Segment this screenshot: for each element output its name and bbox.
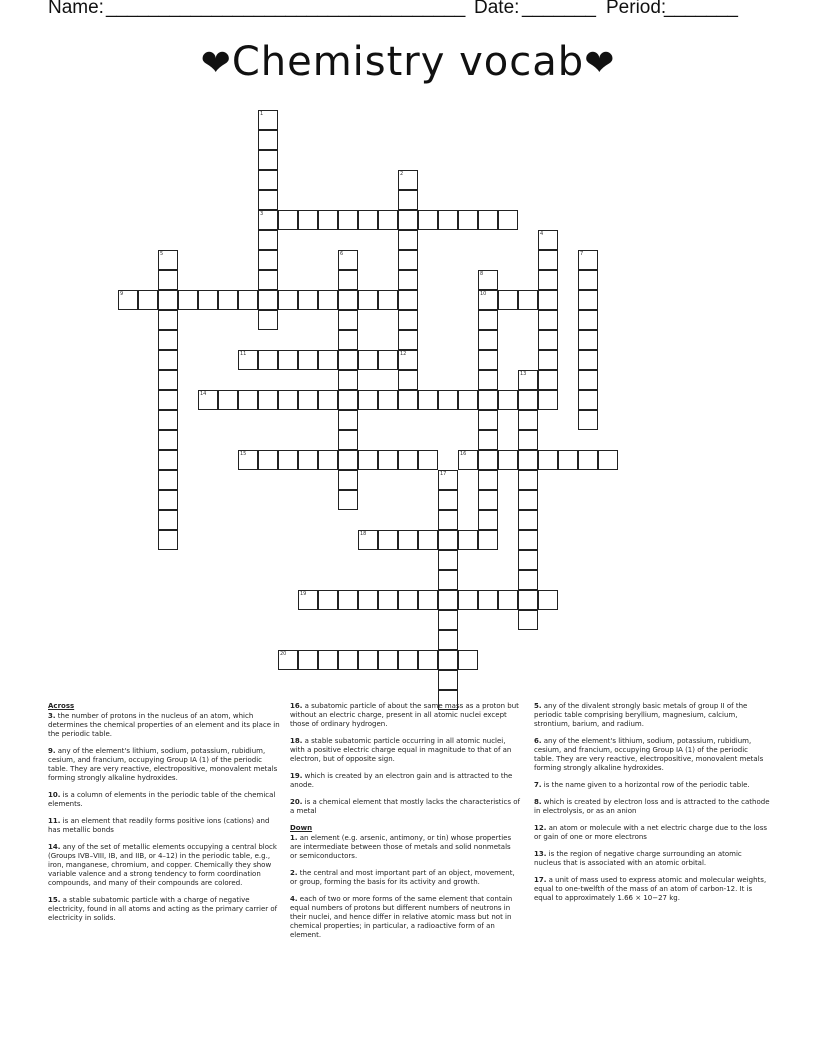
crossword-cell[interactable] bbox=[518, 390, 538, 410]
clue-item bbox=[48, 896, 284, 923]
crossword-cell[interactable] bbox=[258, 250, 278, 270]
crossword-cell[interactable] bbox=[578, 330, 598, 350]
clue-item bbox=[290, 737, 520, 764]
crossword-cell[interactable] bbox=[438, 590, 458, 610]
clue-item bbox=[48, 817, 284, 835]
cell-number: 12 bbox=[400, 351, 407, 357]
crossword-cell[interactable] bbox=[318, 350, 338, 370]
clue-item bbox=[534, 702, 770, 729]
clue-item bbox=[534, 876, 770, 903]
cell-number: 3 bbox=[260, 211, 264, 217]
crossword-cell[interactable] bbox=[538, 370, 558, 390]
clue-number: 6. bbox=[534, 737, 542, 745]
crossword-cell[interactable] bbox=[258, 450, 278, 470]
clue-item bbox=[534, 798, 770, 816]
crossword-cell[interactable] bbox=[238, 290, 258, 310]
crossword-cell[interactable] bbox=[478, 310, 498, 330]
crossword-cell[interactable] bbox=[358, 650, 378, 670]
crossword-cell[interactable] bbox=[498, 450, 518, 470]
crossword-cell[interactable] bbox=[258, 150, 278, 170]
crossword-cell[interactable] bbox=[398, 210, 418, 230]
crossword-cell[interactable] bbox=[298, 350, 318, 370]
crossword-cell[interactable] bbox=[438, 650, 458, 670]
clue-item bbox=[534, 824, 770, 842]
clue-item bbox=[534, 781, 770, 790]
crossword-cell[interactable] bbox=[158, 250, 178, 270]
crossword-cell[interactable] bbox=[418, 210, 438, 230]
clue-text: is a chemical element that mostly lacks the characteristics of a metal bbox=[290, 798, 520, 815]
crossword-cell[interactable] bbox=[338, 390, 358, 410]
clue-text: is a column of elements in the periodic table of the chemical elements. bbox=[48, 791, 276, 808]
crossword-cell[interactable] bbox=[338, 650, 358, 670]
crossword-cell[interactable] bbox=[438, 550, 458, 570]
clue-number: 16. bbox=[290, 702, 303, 710]
clue-number: 14. bbox=[48, 843, 61, 851]
crossword-cell[interactable] bbox=[318, 290, 338, 310]
crossword-cell[interactable] bbox=[318, 650, 338, 670]
crossword-cell[interactable] bbox=[538, 590, 558, 610]
clue-number: 7. bbox=[534, 781, 542, 789]
crossword-cell[interactable] bbox=[258, 210, 278, 230]
crossword-cell[interactable] bbox=[158, 350, 178, 370]
crossword-cell[interactable] bbox=[438, 530, 458, 550]
crossword-cell[interactable] bbox=[158, 370, 178, 390]
crossword-cell[interactable] bbox=[298, 290, 318, 310]
crossword-cell[interactable] bbox=[478, 350, 498, 370]
crossword-cell[interactable] bbox=[338, 290, 358, 310]
crossword-cell[interactable] bbox=[338, 210, 358, 230]
crossword-cell[interactable] bbox=[158, 530, 178, 550]
crossword-cell[interactable] bbox=[258, 390, 278, 410]
crossword-cell[interactable] bbox=[518, 450, 538, 470]
clue-number: 5. bbox=[534, 702, 542, 710]
crossword-cell[interactable] bbox=[538, 290, 558, 310]
crossword-cell[interactable] bbox=[378, 650, 398, 670]
crossword-cell[interactable] bbox=[298, 390, 318, 410]
crossword-cell[interactable] bbox=[398, 290, 418, 310]
crossword-cell[interactable] bbox=[158, 290, 178, 310]
crossword-cell[interactable] bbox=[338, 250, 358, 270]
crossword-cell[interactable] bbox=[598, 450, 618, 470]
clue-item bbox=[290, 895, 520, 940]
clue-item bbox=[48, 843, 284, 888]
crossword-cell[interactable] bbox=[278, 450, 298, 470]
crossword-cell[interactable] bbox=[458, 650, 478, 670]
crossword-cell[interactable] bbox=[538, 270, 558, 290]
crossword-cell[interactable] bbox=[438, 470, 458, 490]
crossword-cell[interactable] bbox=[578, 250, 598, 270]
crossword-cell[interactable] bbox=[278, 350, 298, 370]
crossword-cell[interactable] bbox=[498, 290, 518, 310]
cell-number: 15 bbox=[240, 451, 247, 457]
crossword-cell[interactable] bbox=[258, 190, 278, 210]
crossword-cell[interactable] bbox=[378, 210, 398, 230]
clue-number: 3. bbox=[48, 712, 56, 720]
crossword-cell[interactable] bbox=[338, 330, 358, 350]
crossword-cell[interactable] bbox=[458, 530, 478, 550]
crossword-cell[interactable] bbox=[538, 250, 558, 270]
crossword-cell[interactable] bbox=[518, 510, 538, 530]
clue-item bbox=[48, 791, 284, 809]
crossword-cell[interactable] bbox=[538, 390, 558, 410]
crossword-cell[interactable] bbox=[398, 390, 418, 410]
crossword-cell[interactable] bbox=[478, 390, 498, 410]
cell-number: 6 bbox=[340, 251, 344, 257]
clue-number: 4. bbox=[290, 895, 298, 903]
clue-text: an element (e.g. arsenic, antimony, or tin) whose properties are intermediate between those of metals and solid nonmetals or semiconductors. bbox=[290, 834, 512, 860]
crossword-cell[interactable] bbox=[478, 330, 498, 350]
clue-item bbox=[290, 702, 520, 729]
crossword-cell[interactable] bbox=[158, 410, 178, 430]
crossword-cell[interactable] bbox=[578, 270, 598, 290]
crossword-cell[interactable] bbox=[158, 270, 178, 290]
crossword-cell[interactable] bbox=[458, 210, 478, 230]
crossword-cell[interactable] bbox=[398, 230, 418, 250]
crossword-cell[interactable] bbox=[558, 450, 578, 470]
clue-number: 12. bbox=[534, 824, 547, 832]
crossword-cell[interactable] bbox=[338, 350, 358, 370]
clue-number: 15. bbox=[48, 896, 61, 904]
crossword-cell[interactable] bbox=[318, 390, 338, 410]
crossword-cell[interactable] bbox=[278, 290, 298, 310]
clue-item bbox=[290, 772, 520, 790]
crossword-cell[interactable] bbox=[158, 330, 178, 350]
crossword-cell[interactable] bbox=[258, 110, 278, 130]
crossword-cell[interactable] bbox=[538, 330, 558, 350]
crossword-cell[interactable] bbox=[418, 650, 438, 670]
period-blank[interactable]: _______ bbox=[664, 0, 738, 18]
crossword-cell[interactable] bbox=[438, 570, 458, 590]
crossword-cell[interactable] bbox=[498, 390, 518, 410]
crossword-cell[interactable] bbox=[358, 390, 378, 410]
cell-number: 1 bbox=[260, 111, 264, 117]
crossword-cell[interactable] bbox=[538, 310, 558, 330]
clue-text: a subatomic particle of about the same mass as a proton but without an electric charge, present in all atomic nuclei except those of ordinary hydrogen. bbox=[290, 702, 519, 728]
clue-number: 1. bbox=[290, 834, 298, 842]
crossword-cell[interactable] bbox=[578, 310, 598, 330]
crossword-cell[interactable] bbox=[498, 590, 518, 610]
down-heading: Down bbox=[290, 824, 313, 832]
clue-text: any of the element's lithium, sodium, potassium, rubidium, cesium, and francium, occupying Group IA (1) of the periodic table. They are very reactive, electropositive, monovalent metals forming strongly alkaline hydroxides. bbox=[534, 737, 764, 772]
crossword-cell[interactable] bbox=[378, 450, 398, 470]
cell-number: 14 bbox=[200, 391, 207, 397]
date-blank[interactable]: _______ bbox=[522, 0, 596, 18]
crossword-cell[interactable] bbox=[218, 290, 238, 310]
crossword-cell[interactable] bbox=[478, 410, 498, 430]
clues-column-1 bbox=[48, 702, 284, 931]
crossword-cell[interactable] bbox=[518, 370, 538, 390]
crossword-cell[interactable] bbox=[338, 450, 358, 470]
crossword-cell[interactable] bbox=[258, 230, 278, 250]
heart-icon: ❤ bbox=[200, 43, 232, 84]
cell-number: 4 bbox=[540, 231, 544, 237]
clue-number: 17. bbox=[534, 876, 547, 884]
crossword-cell[interactable] bbox=[338, 370, 358, 390]
cell-number: 11 bbox=[240, 351, 247, 357]
crossword-cell[interactable] bbox=[198, 390, 218, 410]
crossword-cell[interactable] bbox=[358, 290, 378, 310]
crossword-cell[interactable] bbox=[358, 530, 378, 550]
crossword-cell[interactable] bbox=[398, 190, 418, 210]
crossword-cell[interactable] bbox=[338, 470, 358, 490]
crossword-cell[interactable] bbox=[398, 370, 418, 390]
crossword-cell[interactable] bbox=[258, 310, 278, 330]
crossword-cell[interactable] bbox=[218, 390, 238, 410]
crossword-cell[interactable] bbox=[198, 290, 218, 310]
crossword-cell[interactable] bbox=[138, 290, 158, 310]
crossword-cell[interactable] bbox=[318, 450, 338, 470]
crossword-cell[interactable] bbox=[478, 450, 498, 470]
crossword-cell[interactable] bbox=[298, 650, 318, 670]
crossword-cell[interactable] bbox=[478, 490, 498, 510]
crossword-cell[interactable] bbox=[338, 270, 358, 290]
clue-number: 20. bbox=[290, 798, 303, 806]
crossword-cell[interactable] bbox=[578, 410, 598, 430]
crossword-cell[interactable] bbox=[238, 390, 258, 410]
crossword-cell[interactable] bbox=[478, 510, 498, 530]
clue-item bbox=[534, 737, 770, 773]
clue-item bbox=[48, 747, 284, 783]
cell-number: 16 bbox=[460, 451, 467, 457]
clue-text: the number of protons in the nucleus of an atom, which determines the chemical properties of an element and its place in the periodic table. bbox=[48, 712, 280, 738]
crossword-cell[interactable] bbox=[158, 470, 178, 490]
crossword-cell[interactable] bbox=[398, 250, 418, 270]
crossword-cell[interactable] bbox=[518, 610, 538, 630]
crossword-cell[interactable] bbox=[478, 430, 498, 450]
crossword-cell[interactable] bbox=[358, 450, 378, 470]
crossword-cell[interactable] bbox=[538, 230, 558, 250]
crossword-cell[interactable] bbox=[278, 650, 298, 670]
crossword-cell[interactable] bbox=[478, 370, 498, 390]
crossword-cell[interactable] bbox=[398, 450, 418, 470]
crossword-cell[interactable] bbox=[438, 670, 458, 690]
clue-text: which is created by electron loss and is attracted to the cathode in electrolysis, or as an anion bbox=[534, 798, 770, 815]
name-blank[interactable]: __________________________________ bbox=[106, 0, 466, 18]
crossword-cell[interactable] bbox=[178, 290, 198, 310]
crossword-cell[interactable] bbox=[578, 390, 598, 410]
crossword-cell[interactable] bbox=[418, 590, 438, 610]
cell-number: 19 bbox=[300, 591, 307, 597]
clue-item bbox=[290, 798, 520, 816]
crossword-cell[interactable] bbox=[518, 290, 538, 310]
crossword-cell[interactable] bbox=[158, 390, 178, 410]
crossword-cell[interactable] bbox=[518, 430, 538, 450]
crossword-cell[interactable] bbox=[518, 530, 538, 550]
cell-number: 20 bbox=[280, 651, 287, 657]
crossword-cell[interactable] bbox=[498, 210, 518, 230]
clue-text: a stable subatomic particle with a charge of negative electricity, found in all atoms and acting as the primary carrier of electricity in solids. bbox=[48, 896, 278, 922]
crossword-cell[interactable] bbox=[298, 590, 318, 610]
crossword-cell[interactable] bbox=[398, 270, 418, 290]
crossword-cell[interactable] bbox=[398, 310, 418, 330]
crossword-cell[interactable] bbox=[398, 330, 418, 350]
crossword-cell[interactable] bbox=[278, 390, 298, 410]
crossword-cell[interactable] bbox=[338, 410, 358, 430]
crossword-cell[interactable] bbox=[538, 450, 558, 470]
crossword-cell[interactable] bbox=[438, 390, 458, 410]
title-text: Chemistry vocab bbox=[231, 39, 585, 85]
clue-number: 19. bbox=[290, 772, 303, 780]
cell-number: 8 bbox=[480, 271, 484, 277]
cell-number: 9 bbox=[120, 291, 124, 297]
crossword-cell[interactable] bbox=[318, 590, 338, 610]
clue-number: 13. bbox=[534, 850, 547, 858]
clue-number: 11. bbox=[48, 817, 61, 825]
clue-text: the central and most important part of an object, movement, or group, forming the basis for its activity and growth. bbox=[290, 869, 515, 886]
crossword-cell[interactable] bbox=[398, 590, 418, 610]
crossword-cell[interactable] bbox=[378, 530, 398, 550]
crossword-cell[interactable] bbox=[458, 450, 478, 470]
cell-number: 7 bbox=[580, 251, 584, 257]
crossword-cell[interactable] bbox=[458, 390, 478, 410]
crossword-cell[interactable] bbox=[238, 450, 258, 470]
cell-number: 13 bbox=[520, 371, 527, 377]
crossword-cell[interactable] bbox=[298, 210, 318, 230]
crossword-cell[interactable] bbox=[378, 590, 398, 610]
clue-number: 18. bbox=[290, 737, 303, 745]
crossword-cell[interactable] bbox=[478, 210, 498, 230]
crossword-cell[interactable] bbox=[438, 490, 458, 510]
crossword-cell[interactable] bbox=[338, 490, 358, 510]
clue-item bbox=[534, 850, 770, 868]
crossword-cell[interactable] bbox=[338, 590, 358, 610]
crossword-cell[interactable] bbox=[418, 530, 438, 550]
crossword-cell[interactable] bbox=[478, 530, 498, 550]
crossword-cell[interactable] bbox=[258, 170, 278, 190]
crossword-cell[interactable] bbox=[578, 350, 598, 370]
crossword-cell[interactable] bbox=[438, 210, 458, 230]
crossword-cell[interactable] bbox=[318, 210, 338, 230]
crossword-cell[interactable] bbox=[578, 370, 598, 390]
crossword-cell[interactable] bbox=[518, 490, 538, 510]
clue-number: 10. bbox=[48, 791, 61, 799]
crossword-cell[interactable] bbox=[158, 430, 178, 450]
crossword-cell[interactable] bbox=[438, 510, 458, 530]
crossword-cell[interactable] bbox=[258, 270, 278, 290]
clue-text: is an element that readily forms positive ions (cations) and has metallic bonds bbox=[48, 817, 270, 834]
crossword-cell[interactable] bbox=[258, 350, 278, 370]
crossword-cell[interactable] bbox=[518, 410, 538, 430]
clue-item bbox=[290, 834, 520, 861]
crossword-cell[interactable] bbox=[258, 130, 278, 150]
crossword-cell[interactable] bbox=[378, 350, 398, 370]
across-heading: Across bbox=[48, 702, 75, 710]
cell-number: 10 bbox=[480, 291, 487, 297]
clue-number: 8. bbox=[534, 798, 542, 806]
cell-number: 5 bbox=[160, 251, 164, 257]
crossword-cell[interactable] bbox=[258, 290, 278, 310]
clue-text: an atom or molecule with a net electric charge due to the loss or gain of one or more electrons bbox=[534, 824, 768, 841]
clue-text: each of two or more forms of the same element that contain equal numbers of protons but different numbers of neutrons in their nuclei, and hence differ in relative atomic mass but not in chemical properties; in particular, a radioactive form of an element. bbox=[290, 895, 513, 939]
clue-text: which is created by an electron gain and is attracted to the anode. bbox=[290, 772, 513, 789]
clue-text: a stable subatomic particle occurring in all atomic nuclei, with a positive electric charge equal in magnitude to that of an electron, but of opposite sign. bbox=[290, 737, 512, 763]
name-label: Name: bbox=[48, 0, 104, 18]
crossword-cell[interactable] bbox=[478, 470, 498, 490]
cell-number: 18 bbox=[360, 531, 367, 537]
clue-item bbox=[48, 712, 284, 739]
cell-number: 17 bbox=[440, 471, 447, 477]
crossword-cell[interactable] bbox=[118, 290, 138, 310]
crossword-cell[interactable] bbox=[358, 350, 378, 370]
crossword-cell[interactable] bbox=[358, 590, 378, 610]
crossword-cell[interactable] bbox=[358, 210, 378, 230]
crossword-cell[interactable] bbox=[158, 510, 178, 530]
crossword-cell[interactable] bbox=[398, 170, 418, 190]
crossword-cell[interactable] bbox=[518, 570, 538, 590]
clue-text: is the region of negative charge surrounding an atomic nucleus that is associated with an atomic orbital. bbox=[534, 850, 742, 867]
period-label: Period: bbox=[606, 0, 667, 18]
crossword-cell[interactable] bbox=[578, 450, 598, 470]
crossword-cell[interactable] bbox=[338, 430, 358, 450]
crossword-cell[interactable] bbox=[478, 590, 498, 610]
crossword-cell[interactable] bbox=[158, 450, 178, 470]
clue-text: is the name given to a horizontal row of the periodic table. bbox=[543, 781, 750, 789]
crossword-cell[interactable] bbox=[478, 290, 498, 310]
crossword-cell[interactable] bbox=[438, 610, 458, 630]
crossword-cell[interactable] bbox=[418, 390, 438, 410]
crossword-cell[interactable] bbox=[478, 270, 498, 290]
crossword-cell[interactable] bbox=[458, 590, 478, 610]
crossword-cell[interactable] bbox=[278, 210, 298, 230]
crossword-cell[interactable] bbox=[398, 650, 418, 670]
clues-column-2 bbox=[290, 702, 520, 948]
crossword-cell[interactable] bbox=[518, 470, 538, 490]
crossword-cell[interactable] bbox=[378, 290, 398, 310]
clue-text: a unit of mass used to express atomic and molecular weights, equal to one-twelfth of the mass of an atom of carbon-12. It is equal to approximately 1.66 × 10−27 kg. bbox=[534, 876, 767, 902]
clue-text: any of the element's lithium, sodium, potassium, rubidium, cesium, and francium, occupying Group IA (1) of the periodic table. They are very reactive, electropositive, monovalent metals forming strongly alkaline hydroxides. bbox=[48, 747, 278, 782]
crossword-cell[interactable] bbox=[518, 550, 538, 570]
crossword-cell[interactable] bbox=[438, 630, 458, 650]
crossword-cell[interactable] bbox=[398, 350, 418, 370]
heart-icon: ❤ bbox=[584, 43, 616, 84]
clue-text: any of the divalent strongly basic metals of group II of the periodic table comprising beryllium, magnesium, calcium, strontium, barium, and radium. bbox=[534, 702, 748, 728]
crossword-cell[interactable] bbox=[298, 450, 318, 470]
crossword-cell[interactable] bbox=[238, 350, 258, 370]
crossword-cell[interactable] bbox=[158, 490, 178, 510]
clue-text: any of the set of metallic elements occupying a central block (Groups IVB–VIII, IB, and IIB, or 4–12) in the periodic table, e.g., iron, manganese, chromium, and copper. Chemically they show variable valence and a strong tendency to form coordination compounds, and many of their compounds are colored. bbox=[48, 843, 277, 887]
crossword-cell[interactable] bbox=[518, 590, 538, 610]
crossword-cell[interactable] bbox=[538, 350, 558, 370]
crossword-cell[interactable] bbox=[158, 310, 178, 330]
clue-number: 2. bbox=[290, 869, 298, 877]
cell-number: 2 bbox=[400, 171, 404, 177]
clue-number: 9. bbox=[48, 747, 56, 755]
clues-column-3 bbox=[534, 702, 770, 911]
crossword-cell[interactable] bbox=[578, 290, 598, 310]
clue-item bbox=[290, 869, 520, 887]
crossword-cell[interactable] bbox=[418, 450, 438, 470]
crossword-cell[interactable] bbox=[338, 310, 358, 330]
crossword-cell[interactable] bbox=[378, 390, 398, 410]
crossword-cell[interactable] bbox=[398, 530, 418, 550]
date-label: Date: bbox=[474, 0, 520, 18]
